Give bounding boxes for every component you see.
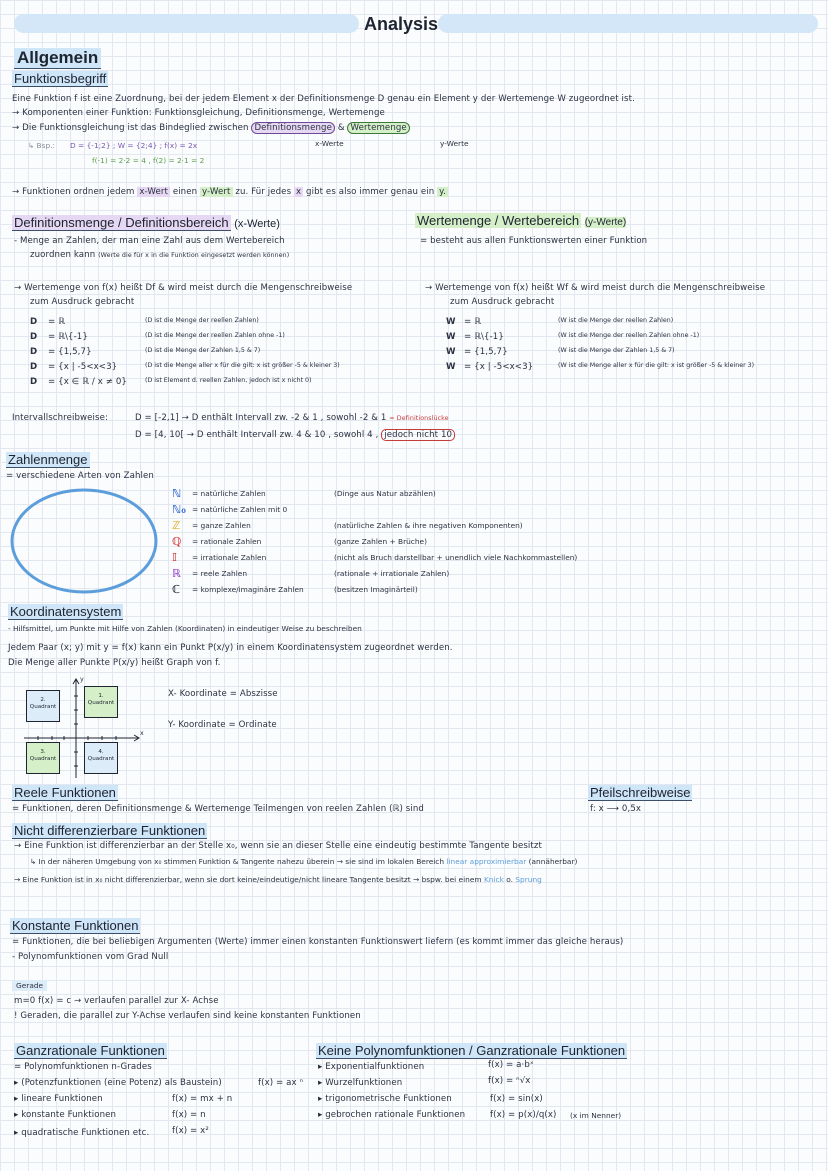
fb-line4-x2: x <box>296 187 302 197</box>
fb-line4-post: zu. Für jedes <box>235 187 292 197</box>
title-bar-left <box>14 14 359 33</box>
zahlenmenge-name: = irrationale Zahlen <box>192 553 267 562</box>
nd-line3-sprung: Sprung <box>515 875 542 884</box>
intervall-row2 <box>135 430 455 440</box>
nd-line3-mid: o. <box>506 875 513 884</box>
definitionsmenge-heading: Definitionsmenge / Definitionsbereich <box>14 215 229 230</box>
zahlenmenge-name: = komplexe/imaginäre Zahlen <box>192 585 304 594</box>
wm-rows-sym: W <box>446 362 456 372</box>
keinepoly-heading: Keine Polynomfunktionen / Ganzrationale Funktionen <box>318 1043 626 1058</box>
definitionsmenge-heading-wrap <box>12 215 280 230</box>
fb-line4-mid: einen <box>172 187 198 197</box>
wm-desc: = besteht aus allen Funktionswerten einer Funktion <box>420 236 648 246</box>
dm-rows-expr: = ℝ\{-1} <box>48 332 88 342</box>
ks-xk: X- Koordinate = Abszisse <box>168 689 278 699</box>
intervall-row2-boxed: jedoch nicht 10 <box>381 429 455 441</box>
zahlenmenge-name: = natürliche Zahlen <box>192 489 266 498</box>
gr-l2: ▸ (Potenzfunktionen (eine Potenz) als Baustein) <box>14 1078 222 1088</box>
dm-rows-sym: D <box>30 332 38 342</box>
zahlenmenge-name: = ganze Zahlen <box>192 521 251 530</box>
nd-line2-pre: ↳ In der näheren Umgebung von x₀ stimmen Funktion & Tangente nahezu überein → sie sind im lokalen Bereich <box>30 857 445 866</box>
gr-l4: ▸ konstante Funktionen <box>14 1110 117 1120</box>
dm-rows-sym: D <box>30 347 38 357</box>
page-title: Analysis <box>364 14 439 34</box>
wertemenge-heading: Wertemenge / Wertebereich <box>417 213 580 228</box>
nd-line3 <box>14 875 542 884</box>
quadrant-4: 4. Quadrant <box>84 742 118 774</box>
venn-ellipse-icon <box>6 486 166 606</box>
wm-schreib1: → Wertemenge von f(x) heißt Wf & wird meist durch die Mengenschreibweise <box>425 283 766 293</box>
dm-rows-note: (D ist die Menge der Zahlen 1,5 & 7) <box>145 347 261 354</box>
fb-line1: Eine Funktion f ist eine Zuordnung, bei der jedem Element x der Definitionsmenge D genau ein Element y der Wertemenge W zugeordnet ist. <box>12 94 635 104</box>
kp-l2f: f(x) = ⁿ√x <box>488 1076 531 1086</box>
zahlenmenge-note: (rationale + irrationale Zahlen) <box>334 569 450 578</box>
gr-l5: ▸ quadratische Funktionen etc. <box>14 1128 150 1138</box>
zahlenmenge-symbol: ℚ <box>172 535 182 548</box>
reele-heading: Reele Funktionen <box>14 785 116 800</box>
dm-rows-sym: D <box>30 377 38 387</box>
nichtdiff-heading: Nicht differenzierbare Funktionen <box>14 823 206 838</box>
zahlenmenge-name: = reele Zahlen <box>192 569 248 578</box>
dm-schreib2: zum Ausdruck gebracht <box>30 297 135 307</box>
gr-l1: = Polynomfunktionen n-Grades <box>14 1062 152 1072</box>
dm-desc2-wrap <box>30 250 289 260</box>
reele-line: = Funktionen, deren Definitionsmenge & Wertemenge Teilmengen von reelen Zahlen (ℝ) sind <box>12 804 424 814</box>
kp-l4f: f(x) = p(x)/q(x) <box>490 1110 557 1120</box>
wm-rows-note: (W ist die Menge der Zahlen 1,5 & 7) <box>558 347 675 354</box>
wm-rows-note: (W ist die Menge aller x für die gilt: x ist größer -5 & kleiner 3) <box>558 362 755 369</box>
zahlenmenge-symbol: 𝕀 <box>172 551 178 564</box>
wertemenge-heading-note: (y-Werte) <box>584 217 627 228</box>
ko-line2: - Polynomfunktionen vom Grad Null <box>12 952 169 962</box>
kp-l1f: f(x) = a·bˣ <box>488 1060 534 1070</box>
wm-rows-expr: = {1,5,7} <box>464 347 508 357</box>
quadrant-3: 3. Quadrant <box>26 742 60 774</box>
zahlenmenge-desc: = verschiedene Arten von Zahlen <box>6 471 154 481</box>
fb-line4-pre: → Funktionen ordnen jedem <box>12 187 135 197</box>
pfeil-line: f: x ⟶ 0,5x <box>590 804 642 814</box>
wm-rows-note: (W ist die Menge der reellen Zahlen) <box>558 317 674 324</box>
ks-x-axis: x <box>140 730 144 737</box>
fb-line3-wert: Wertemenge <box>347 122 409 134</box>
dm-desc2: zuordnen kann <box>30 250 96 260</box>
fb-line3-pre: → Die Funktionsgleichung ist das Bindeglied zwischen <box>12 123 249 133</box>
zahlenmenge-symbol: ℂ <box>172 583 181 596</box>
zahlenmenge-note: (natürliche Zahlen & ihre negativen Komponenten) <box>334 521 523 530</box>
wm-rows-sym: W <box>446 347 456 357</box>
title-bar-right <box>438 14 818 33</box>
wertemenge-heading-wrap <box>415 213 626 228</box>
kp-l3: ▸ trigonometrische Funktionen <box>318 1094 452 1104</box>
fb-line4-y2: y. <box>439 187 446 197</box>
nd-line2 <box>30 857 577 866</box>
zahlenmenge-heading: Zahlenmenge <box>8 452 88 467</box>
kp-l2: ▸ Wurzelfunktionen <box>318 1078 403 1088</box>
kp-l4: ▸ gebrochen rationale Funktionen <box>318 1110 466 1120</box>
intervall-label: Intervallschreibweise: <box>12 413 108 423</box>
gr-l4f: f(x) = n <box>172 1110 206 1120</box>
dm-rows-note: (D ist die Menge der reellen Zahlen) <box>145 317 259 324</box>
definitionsmenge-heading-note: (x-Werte) <box>234 218 280 230</box>
dm-rows-expr: = {x | -5<x<3} <box>48 362 118 372</box>
wm-rows-expr: = ℝ\{-1} <box>464 332 504 342</box>
ko-g2: ! Geraden, die parallel zur Y-Achse verlaufen sind keine konstanten Funktionen <box>14 1011 361 1021</box>
fb-line2: → Komponenten einer Funktion: Funktionsgleichung, Definitionsmenge, Wertemenge <box>12 108 385 118</box>
intervall-row1 <box>135 413 449 423</box>
ks-line2: Jedem Paar (x; y) mit y = f(x) kann ein Punkt P(x/y) in einem Koordinatensystem zugeordnet werden. <box>8 643 453 653</box>
dm-rows-sym: D <box>30 362 38 372</box>
zahlenmenge-name: = natürliche Zahlen mit 0 <box>192 505 288 514</box>
kp-l3f: f(x) = sin(x) <box>490 1094 543 1104</box>
fb-xwerte: x-Werte <box>315 139 344 148</box>
intervall-row2-text: → D enthält Intervall zw. 4 & 10 , sowohl 4 , <box>186 430 379 440</box>
wm-rows-sym: W <box>446 332 456 342</box>
fb-bsp2: f(-1) = 2·2 = 4 , f(2) = 2·1 = 2 <box>92 156 205 165</box>
fb-line4-y: y-Wert <box>202 187 231 197</box>
fb-bsp1: D = {-1;2} ; W = {2;4} ; f(x) = 2x <box>70 141 198 150</box>
quadrant-2: 2. Quadrant <box>26 690 60 722</box>
wm-rows-expr: = {x | -5<x<3} <box>464 362 534 372</box>
dm-rows-note: (D ist Element d. reellen Zahlen, jedoch ist x nicht 0) <box>145 377 312 384</box>
zahlenmenge-symbol: ℕ <box>172 487 182 500</box>
wm-schreib2: zum Ausdruck gebracht <box>450 297 555 307</box>
fb-line3 <box>12 123 410 133</box>
funktionsbegriff-heading: Funktionsbegriff <box>14 71 107 86</box>
ko-gerade: Gerade <box>12 980 47 991</box>
ks-line1: - Hilfsmittel, um Punkte mit Hilfe von Zahlen (Koordinaten) in eindeutiger Weise zu beschreiben <box>8 624 362 633</box>
ganzrational-heading: Ganzrationale Funktionen <box>16 1043 165 1058</box>
fb-ywerte: y-Werte <box>440 139 469 148</box>
dm-rows-note: (D ist die Menge der reellen Zahlen ohne -1) <box>145 332 285 339</box>
dm-rows-sym: D <box>30 317 38 327</box>
gr-l3f: f(x) = mx + n <box>172 1094 233 1104</box>
fb-line4 <box>12 187 448 197</box>
dm-rows-expr: = {x ∈ ℝ / x ≠ 0} <box>48 377 127 387</box>
intervall-row2-expr: D = [4, 10[ <box>135 430 184 440</box>
dm-rows-expr: = ℝ <box>48 317 66 327</box>
nd-line2-blue: linear approximierbar <box>446 857 527 866</box>
fb-line4-post2: gibt es also immer genau ein <box>306 187 435 197</box>
gr-l2f: f(x) = ax ⁿ <box>258 1078 304 1088</box>
pfeil-heading: Pfeilschreibweise <box>590 785 691 800</box>
zahlenmenge-note: (besitzen Imaginärteil) <box>334 585 418 594</box>
ks-yk: Y- Koordinate = Ordinate <box>168 720 277 730</box>
zahlenmenge-symbol: ℝ <box>172 567 181 580</box>
nd-line1: → Eine Funktion ist differenzierbar an der Stelle x₀, wenn sie an dieser Stelle eine eindeutig bestimmte Tangente besitzt <box>14 841 542 851</box>
koordinaten-heading: Koordinatensystem <box>10 604 122 619</box>
nd-line3-knick: Knick <box>483 875 504 884</box>
wm-rows-expr: = ℝ <box>464 317 482 327</box>
dm-rows-expr: = {1,5,7} <box>48 347 92 357</box>
nd-line3-pre: → Eine Funktion ist in x₀ nicht differenzierbar, wenn sie dort keine/eindeutige/nicht lineare Tangente besitzt → bspw. bei einem <box>14 875 482 884</box>
dm-desc1: - Menge an Zahlen, der man eine Zahl aus dem Wertebereich <box>14 236 285 246</box>
wm-rows-sym: W <box>446 317 456 327</box>
dm-schreib1: → Wertemenge von f(x) heißt Df & wird meist durch die Mengenschreibweise <box>14 283 353 293</box>
intervall-row1-expr: D = [-2,1] <box>135 413 179 423</box>
zahlenmenge-symbol: ℕ₀ <box>172 503 187 516</box>
zahlenmenge-note: (ganze Zahlen + Brüche) <box>334 537 427 546</box>
ks-y-axis: y <box>80 676 84 683</box>
ks-line3: Die Menge aller Punkte P(x/y) heißt Graph von f. <box>8 658 221 668</box>
intervall-row1-text: → D enthält Intervall zw. -2 & 1 , sowohl -2 & 1 <box>181 413 387 423</box>
zahlenmenge-symbol: ℤ <box>172 519 181 532</box>
quadrant-1: 1. Quadrant <box>84 686 118 718</box>
fb-line3-def: Definitionsmenge <box>251 122 335 134</box>
ko-g1: m=0 f(x) = c → verlaufen parallel zur X- Achse <box>14 996 219 1006</box>
gr-l3: ▸ lineare Funktionen <box>14 1094 103 1104</box>
fb-bsp-label: ↳ Bsp.: <box>28 141 55 150</box>
dm-desc2-note: (Werte die für x in die Funktion eingesetzt werden können) <box>98 252 290 259</box>
kp-l4n: (x im Nenner) <box>570 1111 622 1120</box>
allgemein-heading: Allgemein <box>14 48 101 69</box>
gr-l5f: f(x) = x² <box>172 1126 209 1136</box>
zahlenmenge-note: (Dinge aus Natur abzählen) <box>334 489 436 498</box>
dm-rows-note: (D ist die Menge aller x für die gilt: x ist größer -5 & kleiner 3) <box>145 362 340 369</box>
konstant-heading: Konstante Funktionen <box>12 918 139 933</box>
kp-l1: ▸ Exponentialfunktionen <box>318 1062 425 1072</box>
ko-line1: = Funktionen, die bei beliebigen Argumenten (Werte) immer einen konstanten Funktionswert liefern (es kommt immer das gleiche heraus) <box>12 937 624 947</box>
fb-line3-and: & <box>337 123 345 133</box>
zahlenmenge-name: = rationale Zahlen <box>192 537 262 546</box>
nd-line2-post: (annäherbar) <box>528 857 578 866</box>
wm-rows-note: (W ist die Menge der reellen Zahlen ohne -1) <box>558 332 700 339</box>
intervall-row1-red: = Definitionslücke <box>389 415 449 422</box>
zahlenmenge-note: (nicht als Bruch darstellbar + unendlich viele Nachkommastellen) <box>334 553 578 562</box>
fb-line4-x: x-Wert <box>139 187 168 197</box>
